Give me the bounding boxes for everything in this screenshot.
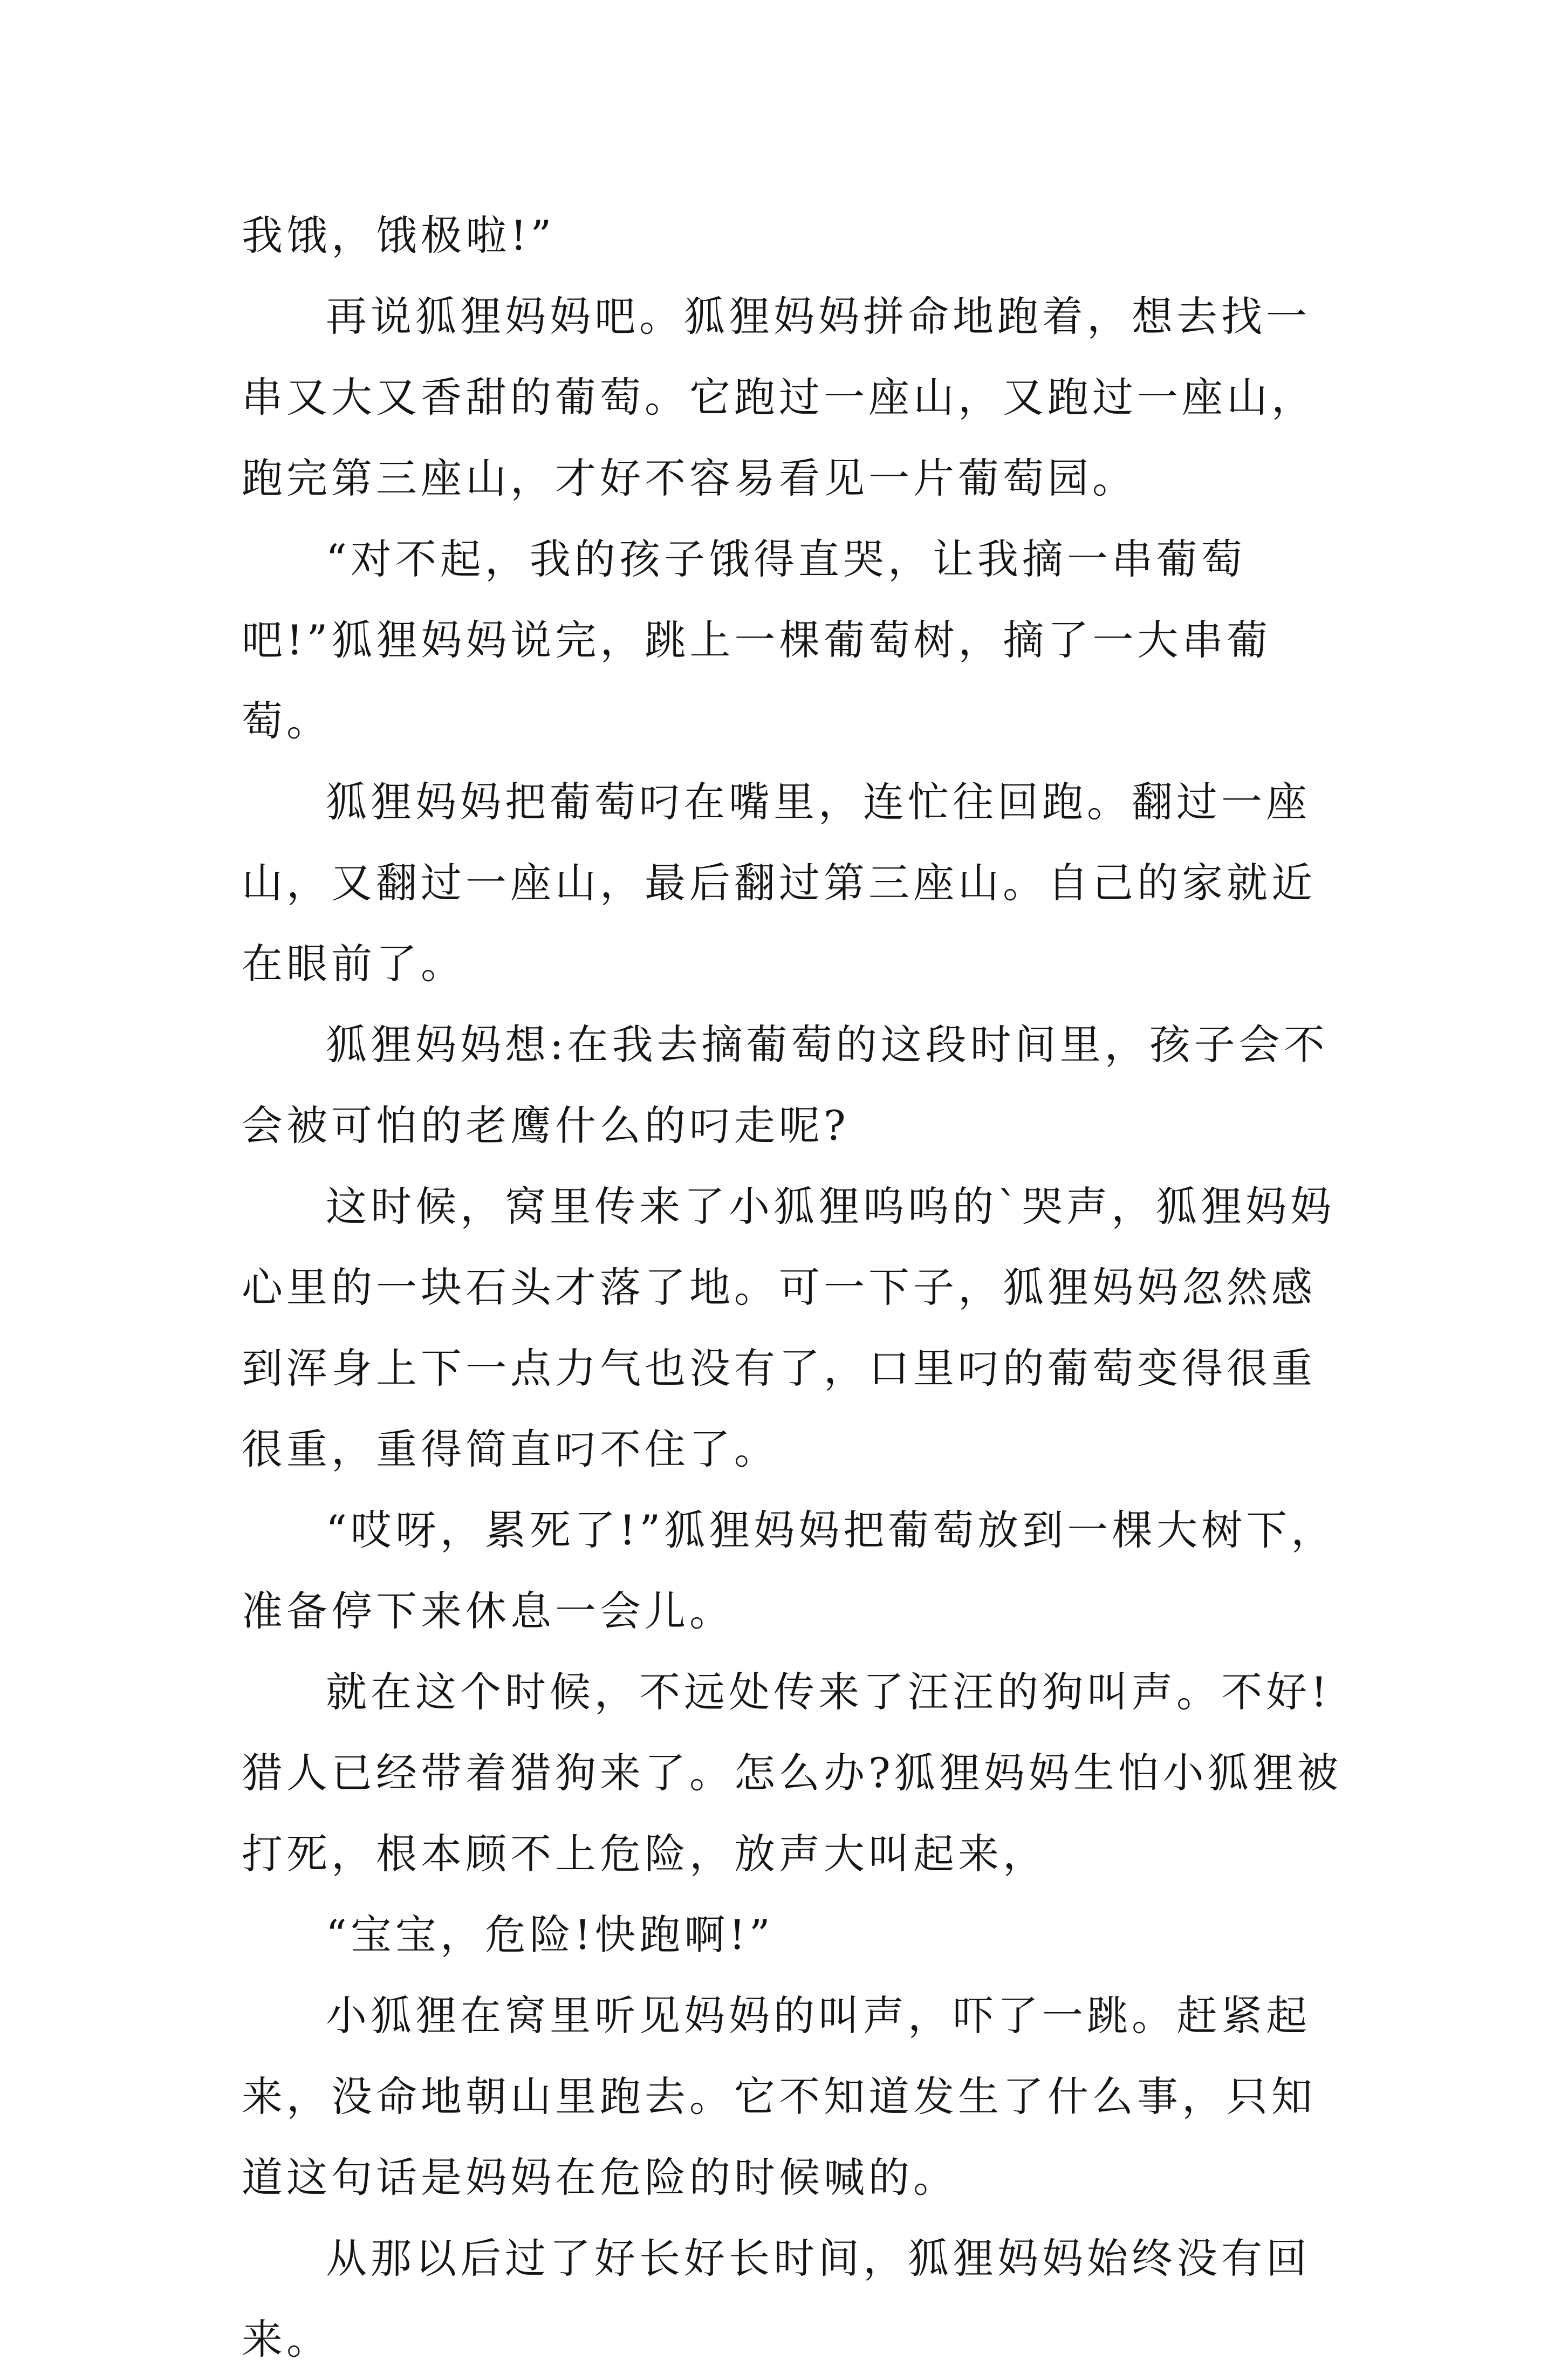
paragraph-7: “哎呀，累死了!”狐狸妈妈把葡萄放到一棵大树下，准备停下来休息一会儿。 [242,1506,1336,1635]
paragraph-2: 再说狐狸妈妈吧。狐狸妈妈拼命地跑着，想去找一串又大又香甜的葡萄。它跑过一座山，又跑过一座山，跑完第三座山，才好不容易看见一片葡萄园。 [242,292,1316,502]
paragraph-1: 我饿，饿极啦!” [242,211,556,259]
paragraph-3: “对不起，我的孩子饿得直哭，让我摘一串葡萄吧!”狐狸妈妈说完，跳上一棵葡萄树，摘了一大串葡萄。 [242,535,1272,745]
paragraph-4: 狐狸妈妈把葡萄叼在嘴里，连忙往回跑。翻过一座山，又翻过一座山，最后翻过第三座山。自己的家就近在眼前了。 [242,778,1316,988]
paragraph-8: 就在这个时候，不远处传来了汪汪的狗叫声。不好!猎人已经带着猎狗来了。怎么办?狐狸妈妈生怕小狐狸被打死，根本顾不上危险，放声大叫起来， [242,1668,1342,1878]
paragraph-10: 小狐狸在窝里听见妈妈的叫声，吓了一跳。赶紧起来，没命地朝山里跑去。它不知道发生了什么事，只知道这句话是妈妈在危险的时候喊的。 [242,1992,1316,2201]
paragraph-9: “宝宝，危险!快跑啊!” [326,1911,774,1959]
paragraph-5: 狐狸妈妈想:在我去摘葡萄的这段时间里，孩子会不会被可怕的老鹰什么的叼走呢? [242,1021,1329,1150]
paragraph-11: 从那以后过了好长好长时间，狐狸妈妈始终没有回来。 [242,2234,1311,2363]
paragraph-6: 这时候，窝里传来了小狐狸呜呜的`哭声，狐狸妈妈心里的一块石头才落了地。可一下子，狐狸妈妈忽然感到浑身上下一点力气也没有了，口里叼的葡萄变得很重很重，重得简直叼不住了。 [242,1182,1335,1473]
story-text-column [242,195,1353,2380]
